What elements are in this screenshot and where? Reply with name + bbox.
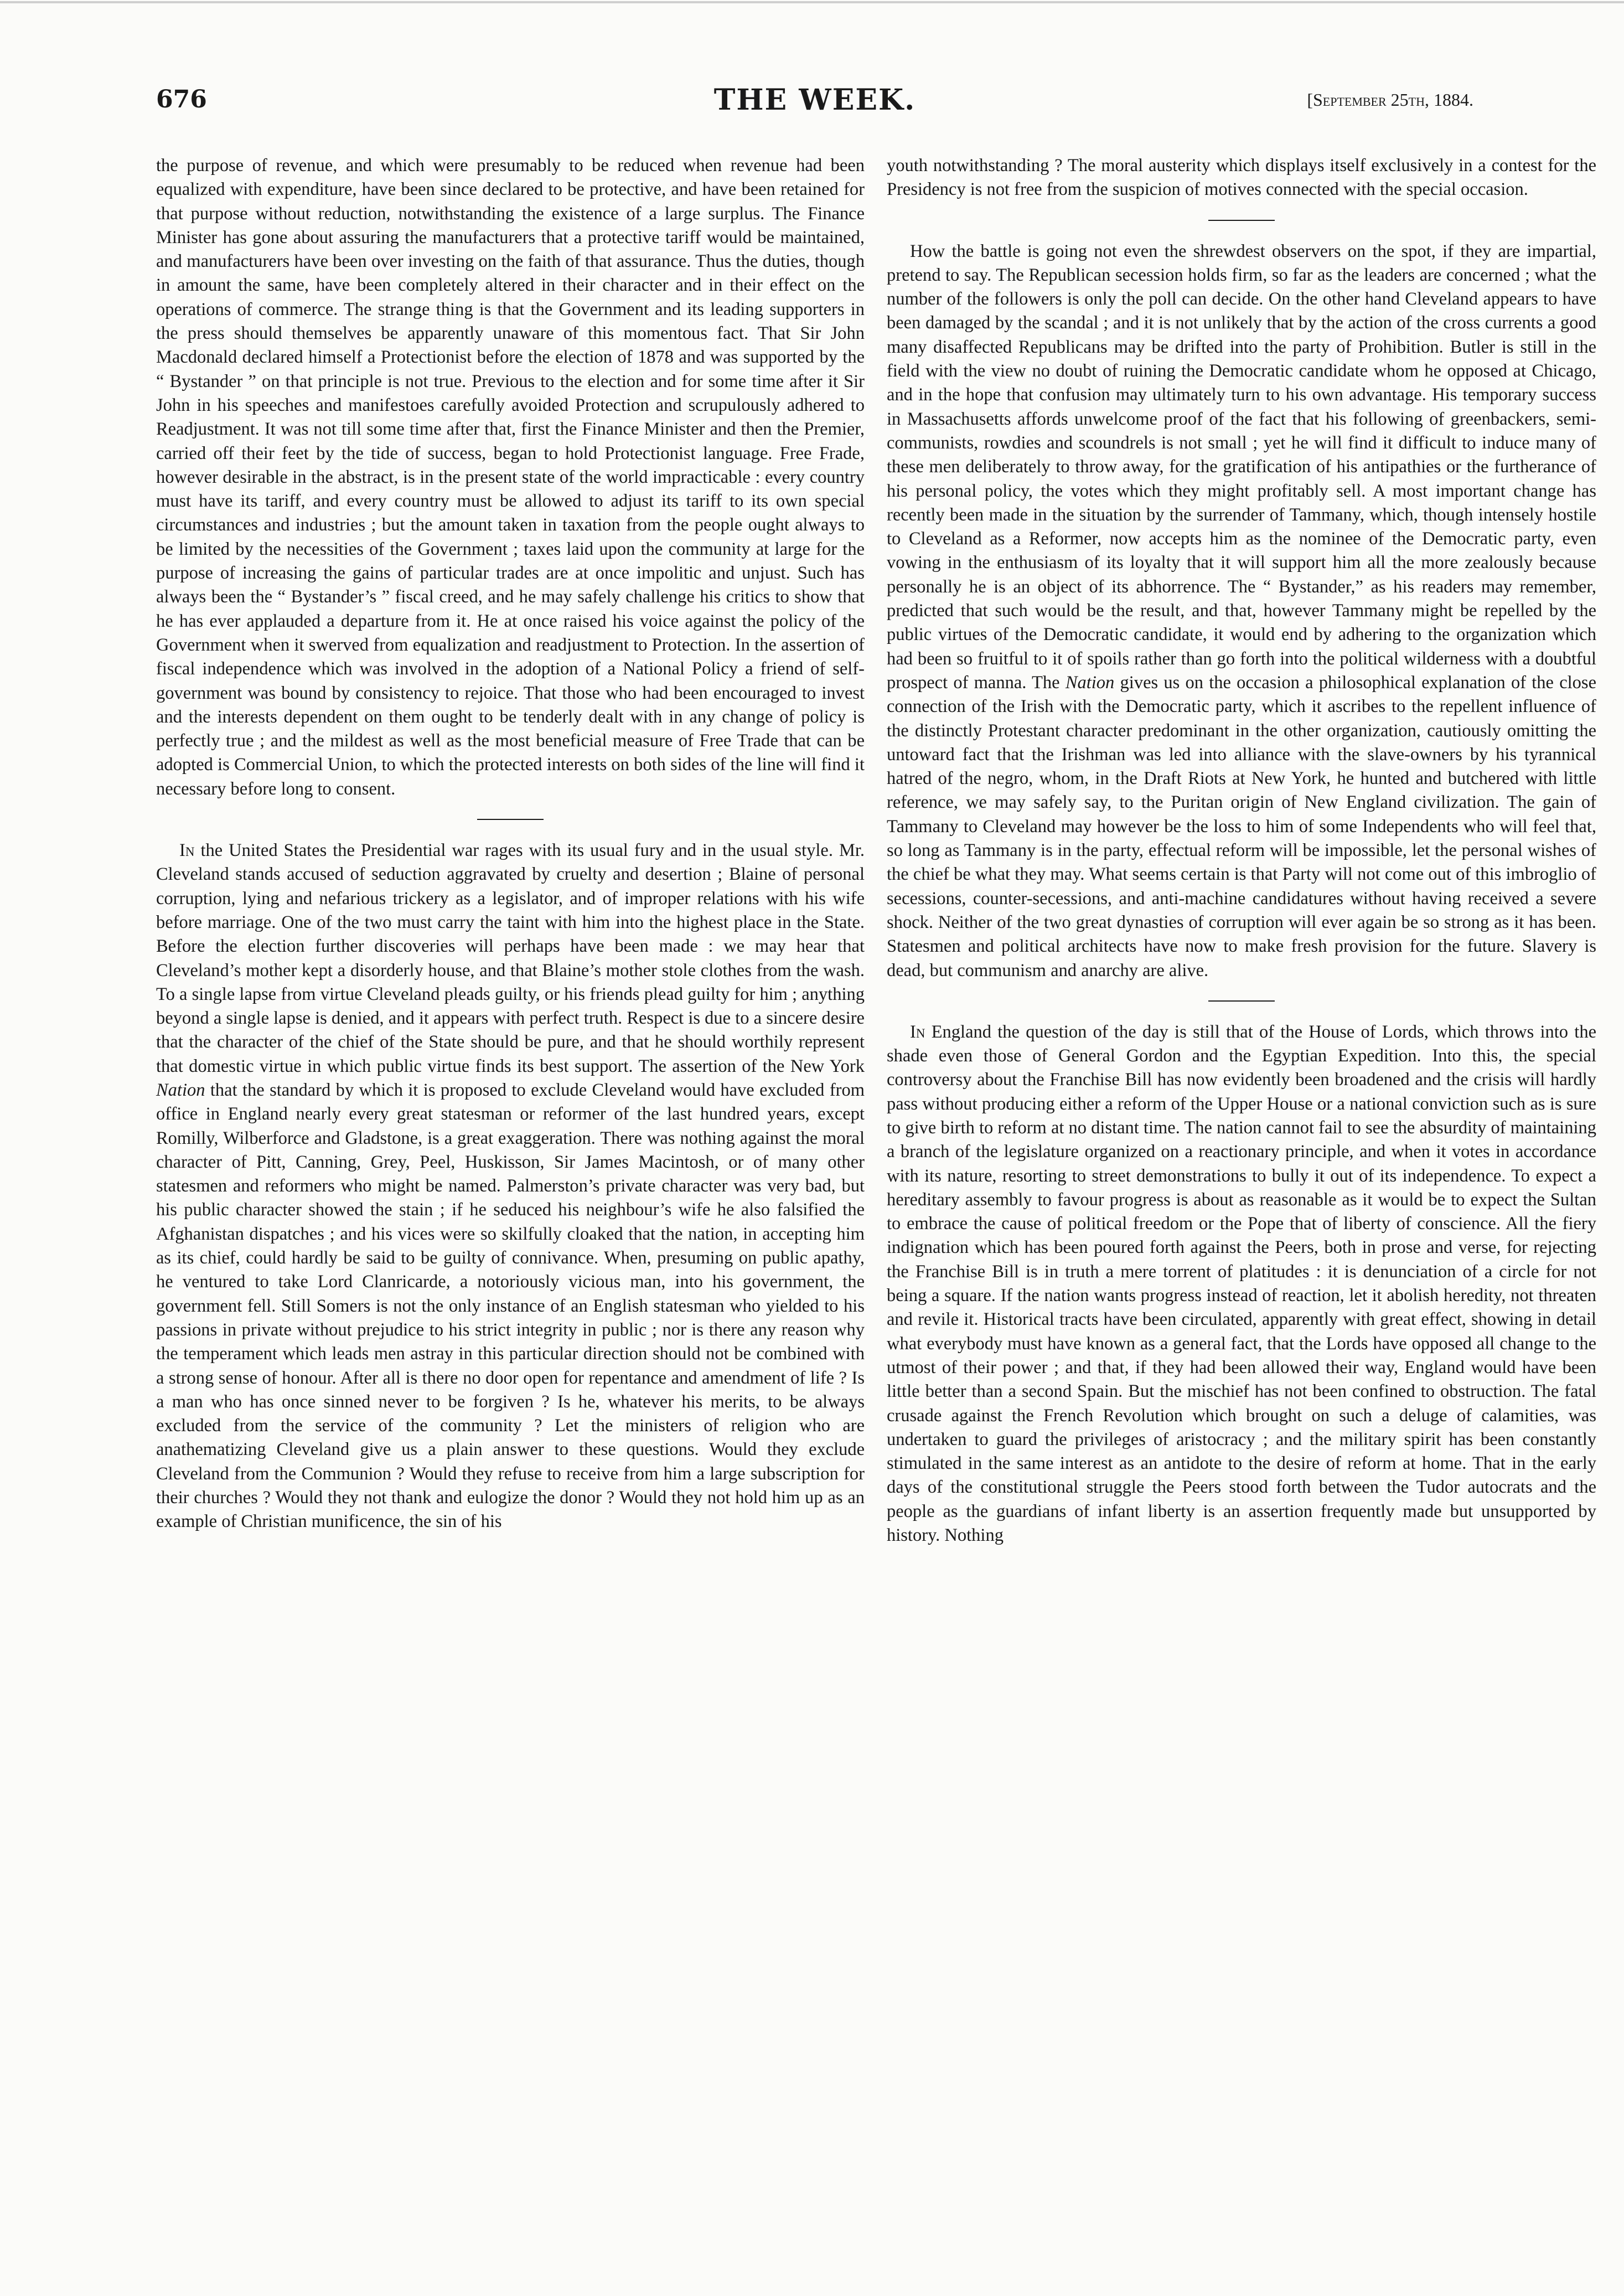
battle-paragraph: [887, 240, 1596, 983]
tariff-paragraph: the purpose of revenue, and which were presumably to be reduced when revenue had been equalized with expenditure, have been since declared to be protective, and have been retained for that purpose without reduction, notwithstanding the existence of a large surplus. The Finance Minister has gone about assuring the manufacturers that a protective tariff would be maintained, and manufacturers have been over investing on the faith of that assurance. Thus the duties, though in amount the same, have been completely altered in their character and in their effect on the operations of commerce. The strange thing is that the Government and its leading supporters in the press should themselves be apparently unaware of this momentous fact. That Sir John Macdonald declared himself a Protectionist before the election of 1878 and was supported by the “ Bystander ” on that principle is not true. Previous to the election and for some time after it Sir John in his speeches and manifestoes carefully avoided Protection and scrupulously adhered to Readjustment. It was not till some time after that, first the Finance Minister and then the Premier, carried off their feet by the tide of success, began to hold Protectionist language. Free Frade, however desirable in the abstract, is in the present state of the world impracticable : every country must have its tariff, and every country must be allowed to adjust its tariff to its own special circumstances and industries ; but the amount taken in taxation from the people ought always to be limited by the necessities of the Government ; taxes laid upon the community at large for the purpose of increasing the gains of particular trades are at once impolitic and unjust. Such has always been the “ Bystander’s ” fiscal creed, and he may safely challenge his critics to show that he has ever applauded a departure from it. He at once raised his voice against the policy of the Government when it swerved from equalization and readjustment to Protection. In the assertion of fiscal independence which was involved in the adoption of a National Policy a friend of self-government was bound by consistency to rejoice. That those who had been encouraged to invest and the interests dependent on them ought to be tenderly dealt with in any change of policy is perfectly true ; and the mildest as well as the most beneficial measure of Free Trade that can be adopted is Commercial Union, to which the protected interests on both sides of the line will find it necessary before long to consent.: [156, 156, 865, 799]
section-divider: [1208, 1000, 1275, 1002]
section-divider: [1208, 220, 1275, 221]
paragraph-text: the United States the Presidential war rages with its usual fury and in the usual style. Mr. Cleveland stands accused of seduction aggravated by cruelty and desertion ; Blaine of personal corruption, lying and nefarious trickery as a legislator, and of improper relations with his wife before marriage. One of the two must carry the taint with him into the highest place in the State. Before the election further discoveries will perhaps have been made : we may hear that Cleveland’s mother kept a disorderly house, and that Blaine’s mother stole clothes from the wash. To a single lapse from virtue Cleveland pleads guilty, or his friends plead guilty for him ; anything beyond a single lapse is denied, and it appears with perfect truth. Respect is due to a sincere desire that the character of the chief of the State should be pure, and that he should worthily represent that domestic virtue in which public virtue finds its best support. The assertion of the New York: [156, 840, 865, 1076]
italic-nation: Nation: [156, 1080, 205, 1100]
paragraph-text-cont: that the standard by which it is proposed to exclude Cleveland would have excluded from office in England nearly every great statesman or reformer of the last hundred years, except Romilly, Wilberforce and Gladstone, is a great exaggeration. There was nothing against the moral character of Pitt, Canning, Grey, Peel, Huskisson, Sir James Macintosh, or of many other statesmen and reformers who might be named. Palmerston’s private character was very bad, but his public character showed the stain ; if he seduced his neighbour’s wife he also falsified the Afghanistan dispatches ; and his vices were so skilfully cloaked that the nation, in accepting him as its chief, could hardly be said to be guilty of connivance. When, presuming on public apathy, he ventured to take Lord Clanricarde, a notoriously vicious man, into his government, the government fell. Still Somers is not the only instance of an English statesman who yielded to his passions in private without prejudice to his strict integrity in public ; nor is there any reason why the temperament which leads men astray in this particular direction should not be combined with a strong sense of honour. After all is there no door open for repentance and amendment of life ? Is a man who has once sinned never to be forgiven ? Is he, whatever his merits, to be always excluded from the service of the community ? Let the ministers of religion who are anathematizing Cleveland give us a plain answer to these questions. Would they exclude Cleveland from the Communion ? Would they refuse to receive from him a large subscription for their churches ? Would they not thank and eulogize the donor ? Would they not hold him up as an example of Christian munificence, the sin of his: [156, 1080, 865, 1532]
austerity-paragraph: youth notwithstanding ? The moral austerity which displays itself exclusively in a contest for the Presidency is not free from the suspicion of motives connected with the special occasion.: [887, 156, 1596, 200]
italic-nation: Nation: [1065, 672, 1115, 693]
drop-initial: In: [179, 840, 195, 861]
house-of-lords-paragraph: [887, 1020, 1596, 1548]
publication-title: THE WEEK.: [713, 83, 916, 117]
page-header: [156, 83, 1473, 122]
drop-initial: In: [910, 1021, 925, 1042]
right-column: [887, 154, 1596, 1547]
paragraph-text: How the battle is going not even the shrewdest observers on the spot, if they are impartial, pretend to say. The Republican secession holds firm, so far as the leaders are concerned ; what the number of the followers is only the poll can decide. On the other hand Cleveland appears to have been damaged by the scandal ; and it is not unlikely that by the action of the cross currents a good many disaffected Republicans may be drifted into the party of Prohibition. Butler is still in the field with the view no doubt of ruining the Democratic candidate whom he opposed at Chicago, and in the hope that confusion may ultimately turn to his own advantage. His temporary success in Massachusetts affords unwelcome proof of the fact that his following of greenbackers, semi-communists, rowdies and scoundrels is not small ; yet he will find it difficult to induce many of these men deliberately to throw away, for the gratification of his antipathies or the furtherance of his personal policy, the votes which they might profitably sell. A most important change has recently been made in the situation by the surrender of Tammany, which, though intensely hostile to Cleveland as a Reformer, now accepts him as the nominee of the Democratic party, even vowing in the enthusiasm of its loyalty that it will support him all the more zealously because personally he is an object of its abhorrence. The “ Bystander,” as his readers may remember, predicted that such would be the result, and that, however Tammany might be repelled by the public virtues of the Democratic candidate, it would end by adhering to the organization which had been so fruitful to it of spoils rather than go forth into the political wilderness with a doubtful prospect of manna. The: [887, 241, 1596, 693]
scan-top-edge: [0, 1, 1624, 3]
paragraph-text-cont: gives us on the occasion a philosophical explanation of the close connection of the Irish with the Democratic party, which it ascribes to the repellent influence of the distinctly Protestant character predominant in the other organization, cautiously omitting the untoward fact that the Irishman was led into alliance with the slave-owners by his tyrannical hatred of the negro, whom, in the Draft Riots at New York, he hunted and butchered with little reference, we may safely say, to the Puritan origin of New England civilization. The gain of Tammany to Cleveland may however be the loss to him of some Independents who will feel that, so long as Tammany is in the party, effectual reform will be impossible, let the personal wishes of the chief be what they may. What seems certain is that Party will not come out of this imbroglio of secessions, counter-secessions, and anti-machine candidatures without having received a severe shock. Neither of the two great dynasties of corruption will ever again be so strong as it has been. Statesmen and political architects have now to make fresh provision for the future. Slavery is dead, but communism and anarchy are alive.: [887, 672, 1596, 981]
issue-date: [September 25th, 1884.: [1307, 90, 1473, 110]
paragraph-text: England the question of the day is still that of the House of Lords, which throws into the shade even those of General Gordon and the Egyptian Expedition. Into this, the special controversy about the Franchise Bill has now evidently been broadened and the crisis will hardly pass without producing either a reform of the Upper House or a national conviction such as is sure to give birth to reform at no distant time. The nation cannot fail to see the absurdity of maintaining a branch of the legislature organized on a reactionary principle, and when it votes in accordance with its nature, resorting to street demonstrations to bully it out of its independence. To expect a hereditary assembly to favour progress is about as reasonable as it would be to expect the Sultan to embrace the cause of political freedom or the Pope that of liberty of conscience. All the fiery indignation which has been poured forth against the Peers, both in prose and verse, for rejecting the Franchise Bill is in truth a mere torrent of platitudes : it is denunciation of a circle for not being a square. If the nation wants progress instead of reaction, let it abolish heredity, not threaten and revile it. Historical tracts have been circulated, apparently with great effect, showing in detail what everybody must have known as a general fact, that the Lords have opposed all change to the utmost of their power ; and that, if they had been allowed their way, England would have been little better than a second Spain. But the mischief has not been confined to obstruction. The fatal crusade against the French Revolution which brought on such a deluge of calamities, was undertaken to guard the privileges of aristocracy ; and the military spirit has been constantly stimulated in the same interest as an antidote to the desire of reform at home. That in the early days of the constitutional struggle the Peers stood forth between the Tudor autocrats and the people as the guardians of infant liberty is an assertion frequently made but unsupported by history. Nothing: [887, 1021, 1596, 1546]
page-number: 676: [156, 85, 207, 113]
left-column: [156, 154, 865, 1534]
presidential-war-paragraph: [156, 839, 865, 1534]
section-divider: [477, 819, 544, 820]
